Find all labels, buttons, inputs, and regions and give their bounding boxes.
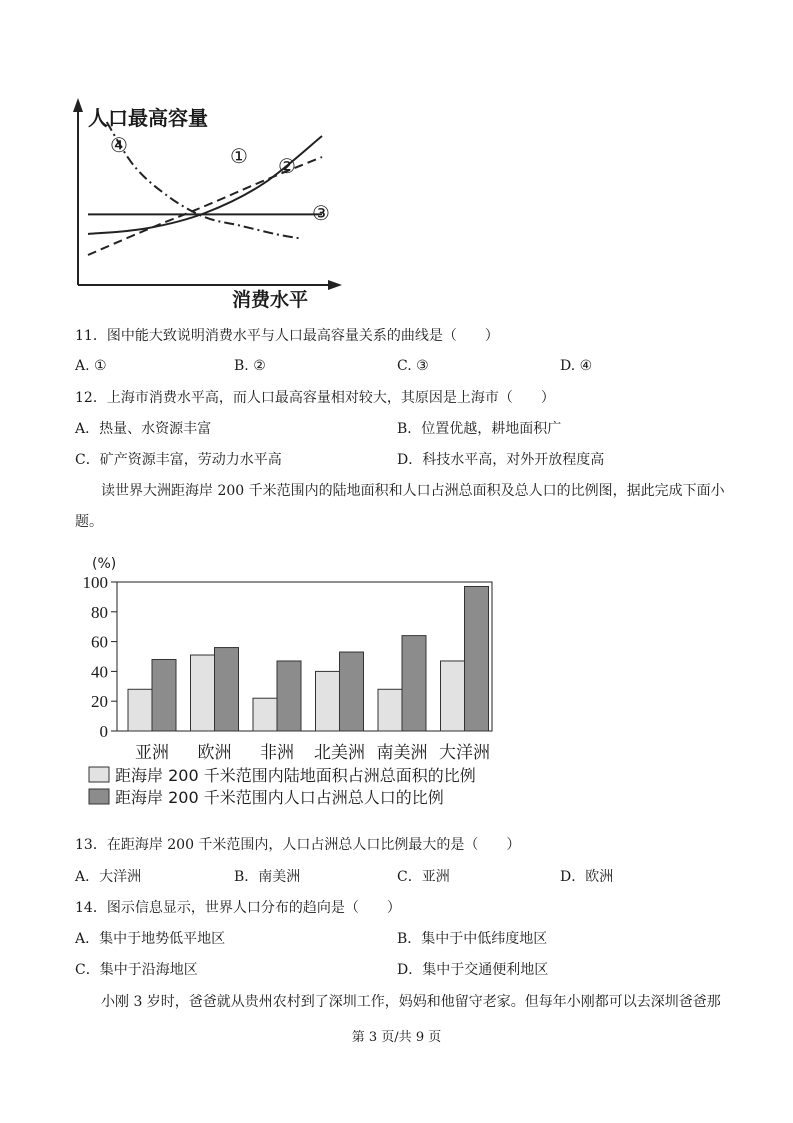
bar: [402, 636, 426, 731]
q12-option-c[interactable]: C．矿产资源丰富，劳动力水平高: [75, 452, 282, 468]
q11-option-d[interactable]: D. ④: [560, 358, 593, 374]
y-tick-label: 20: [91, 692, 108, 712]
q12-option-d[interactable]: D．科技水平高，对外开放程度高: [397, 452, 605, 468]
x-category-label: 非洲: [260, 743, 294, 763]
bar: [465, 586, 489, 731]
q13-option-c[interactable]: C．亚洲: [397, 869, 450, 885]
y-tick-label: 60: [91, 632, 108, 652]
q12-stem: 12．上海市消费水平高，而人口最高容量相对较大，其原因是上海市（ ）: [75, 390, 555, 406]
q13-option-d[interactable]: D．欧洲: [560, 869, 614, 885]
q11-stem: 11．图中能大致说明消费水平与人口最高容量关系的曲线是（ ）: [75, 328, 499, 344]
bar: [128, 689, 152, 731]
legend-swatch: [89, 789, 109, 804]
bar: [277, 661, 301, 731]
bar: [152, 659, 176, 731]
x-category-label: 欧洲: [197, 743, 232, 763]
q14-option-a[interactable]: A．集中于地势低平地区: [75, 931, 226, 947]
intro-paragraph-line2: 题。: [75, 514, 103, 530]
curve-label-1: ①: [230, 144, 248, 168]
q14-stem: 14．图示信息显示，世界人口分布的趋向是（ ）: [75, 900, 401, 916]
intro-paragraph-line1: 读世界大洲距海岸 200 千米范围内的陆地面积和人口占洲总面积及总人口的比例图，据此完成下面小: [101, 483, 725, 499]
x-category-label: 亚洲: [135, 743, 169, 763]
y-tick-label: 0: [99, 722, 108, 741]
coastal-bar-chart: [0, 540, 793, 820]
x-category-label: 南美洲: [376, 743, 428, 763]
bar: [253, 698, 277, 731]
curve-label-4: ④: [110, 133, 128, 157]
y-unit-label: (%): [92, 556, 117, 572]
q14-option-d[interactable]: D．集中于交通便利地区: [397, 962, 549, 978]
bar: [378, 689, 402, 731]
legend-label: 距海岸 200 千米范围内陆地面积占洲总面积的比例: [115, 766, 476, 785]
bar: [215, 648, 239, 731]
curve-label-3: ③: [312, 201, 330, 225]
x-category-label: 大洋洲: [439, 743, 490, 763]
q13-option-a[interactable]: A．大洋洲: [75, 869, 142, 885]
page-footer: 第 3 页/共 9 页: [351, 1030, 442, 1045]
capacity-line-chart: [0, 0, 793, 320]
bar: [340, 652, 364, 731]
y-tick-label: 100: [82, 573, 108, 592]
bar: [441, 661, 465, 731]
q12-option-a[interactable]: A．热量、水资源丰富: [75, 421, 212, 437]
bar: [191, 655, 215, 731]
y-tick-label: 40: [91, 662, 108, 682]
legend-label: 距海岸 200 千米范围内人口占洲总人口的比例: [115, 788, 444, 807]
q13-option-b[interactable]: B．南美洲: [234, 869, 301, 885]
x-category-label: 北美洲: [314, 743, 365, 763]
q11-option-b[interactable]: B. ②: [234, 358, 266, 374]
legend-swatch: [89, 767, 109, 782]
q14-option-c[interactable]: C．集中于沿海地区: [75, 962, 198, 978]
passage-text: 小刚 3 岁时，爸爸就从贵州农村到了深圳工作，妈妈和他留守老家。但每年小刚都可以去深圳爸爸那: [101, 994, 721, 1010]
y-tick-label: 80: [91, 602, 108, 622]
q13-stem: 13．在距海岸 200 千米范围内，人口占洲总人口比例最大的是（ ）: [75, 837, 521, 853]
q11-option-c[interactable]: C. ③: [397, 358, 429, 374]
q11-option-a[interactable]: A. ①: [75, 358, 107, 374]
x-axis-label: 消费水平: [232, 289, 309, 311]
bar: [316, 671, 340, 731]
q12-option-b[interactable]: B．位置优越，耕地面积广: [397, 421, 562, 437]
x-axis-arrow: [328, 280, 342, 290]
y-axis-label: 人口最高容量: [88, 106, 208, 130]
curve-label-2: ②: [278, 154, 296, 178]
y-axis-arrow: [73, 98, 83, 112]
q14-option-b[interactable]: B．集中于中低纬度地区: [397, 931, 548, 947]
